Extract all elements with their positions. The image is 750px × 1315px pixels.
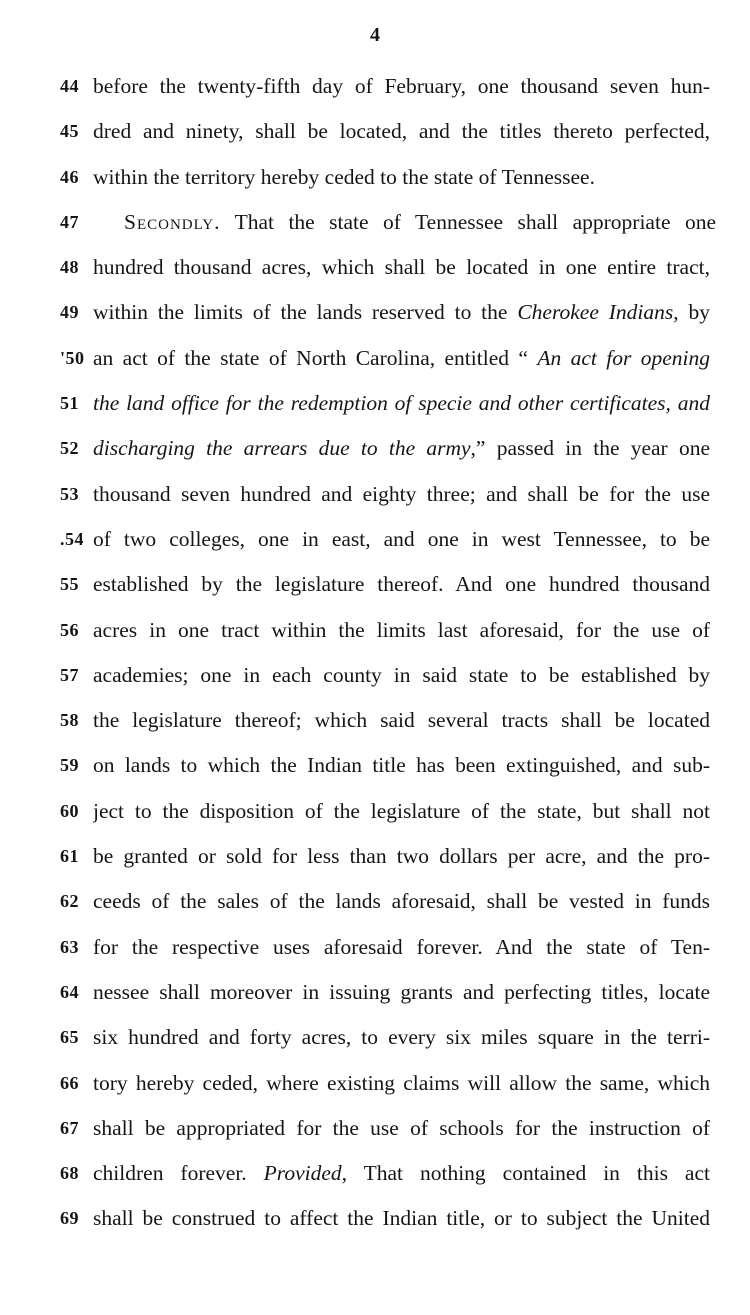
line-text — [93, 1151, 710, 1196]
line-text — [93, 743, 710, 788]
line-number: 56 — [60, 619, 79, 640]
italic-text: the land office for the redemption of specie and other certificates, and — [93, 391, 710, 416]
line-text — [93, 1196, 710, 1241]
text-segment: , That nothing contained in this act — [341, 1161, 710, 1186]
line-text — [93, 562, 710, 607]
line-number: 66 — [60, 1072, 79, 1093]
line-text — [93, 789, 710, 834]
line-number: 52 — [60, 438, 79, 459]
line-number: 45 — [60, 121, 79, 142]
text-line — [0, 789, 750, 834]
text-line — [0, 1015, 750, 1060]
text-line — [0, 743, 750, 788]
italic-text: discharging the arrears due to the army — [93, 436, 471, 461]
text-segment: six hundred and forty acres, to every six miles square in the terri- — [93, 1025, 710, 1050]
page-number: 4 — [370, 24, 380, 46]
line-number: 65 — [60, 1027, 79, 1048]
text-segment: ,” passed in the year one — [470, 436, 710, 461]
line-number: 68 — [60, 1163, 79, 1184]
text-line — [0, 336, 750, 381]
text-line — [0, 290, 750, 335]
text-segment: nessee shall moreover in issuing grants and perfecting titles, locate — [93, 979, 710, 1004]
text-line — [0, 64, 750, 109]
line-text — [93, 925, 710, 970]
text-segment: shall be construed to affect the Indian title, or to subject the United — [93, 1206, 710, 1231]
line-text — [93, 109, 710, 154]
line-text — [124, 200, 716, 245]
line-number: 57 — [60, 664, 79, 685]
line-number: 62 — [60, 891, 79, 912]
line-number: 63 — [60, 936, 79, 957]
text-segment: for the respective uses aforesaid forever. And the state of Ten- — [93, 934, 710, 959]
text-line — [0, 245, 750, 290]
line-number: 44 — [60, 76, 79, 96]
line-text — [93, 653, 710, 698]
line-number: '50 — [60, 347, 85, 368]
text-segment: children forever. — [93, 1161, 264, 1186]
text-line — [0, 109, 750, 154]
line-text — [93, 970, 710, 1015]
text-segment: within the territory hereby ceded to the state of Tennessee. — [93, 164, 595, 189]
text-segment: That the state of Tennessee shall appropriate one — [220, 209, 716, 234]
text-line — [0, 381, 750, 426]
small-caps-text: Secondly. — [124, 209, 221, 234]
text-segment: ject to the disposition of the legislature of the state, but shall not — [93, 798, 710, 823]
text-line — [0, 426, 750, 471]
text-segment: be granted or sold for less than two dollars per acre, and the pro- — [93, 844, 710, 869]
text-segment: academies; one in each county in said state to be established by — [93, 662, 710, 687]
line-text — [93, 290, 710, 335]
italic-text: Cherokee Indians — [517, 300, 674, 325]
text-body — [0, 64, 750, 1242]
text-line — [0, 925, 750, 970]
text-line — [0, 517, 750, 562]
line-text — [93, 879, 710, 924]
line-number: 46 — [60, 166, 79, 187]
line-number: 51 — [60, 393, 79, 414]
text-line — [0, 653, 750, 698]
line-number: 47 — [60, 211, 79, 232]
text-segment: on lands to which the Indian title has been extinguished, and sub- — [93, 753, 710, 778]
text-segment: dred and ninety, shall be located, and the titles thereto perfected, — [93, 119, 710, 144]
text-line — [0, 1061, 750, 1106]
text-line — [0, 200, 750, 245]
line-number: 53 — [60, 483, 79, 504]
text-segment: acres in one tract within the limits last aforesaid, for the use of — [93, 617, 710, 642]
text-line — [0, 1196, 750, 1241]
line-number: 60 — [60, 800, 79, 821]
line-number: 59 — [60, 755, 79, 776]
text-line — [0, 698, 750, 743]
text-line — [0, 472, 750, 517]
line-text — [93, 698, 710, 743]
line-text — [93, 426, 710, 471]
text-segment: ceeds of the sales of the lands aforesaid, shall be vested in funds — [93, 889, 710, 914]
line-text — [93, 608, 710, 653]
text-line — [0, 970, 750, 1015]
line-text — [93, 336, 710, 381]
line-text — [93, 834, 710, 879]
text-segment: shall be appropriated for the use of schools for the instruction of — [93, 1115, 710, 1140]
text-line — [0, 155, 750, 200]
text-line — [0, 834, 750, 879]
text-segment: within the limits of the lands reserved to the — [93, 300, 518, 325]
text-segment: hundred thousand acres, which shall be located in one entire tract, — [93, 255, 710, 280]
line-number: 64 — [60, 981, 79, 1002]
line-text — [93, 1015, 710, 1060]
text-line — [0, 1106, 750, 1151]
line-text — [93, 64, 710, 109]
text-segment: of two colleges, one in east, and one in west Tennessee, to be — [93, 526, 710, 551]
line-number: 48 — [60, 257, 79, 278]
text-line — [0, 1151, 750, 1196]
italic-text: An act for opening — [537, 345, 710, 370]
text-line — [0, 879, 750, 924]
text-line — [0, 608, 750, 653]
italic-text: Provided — [263, 1161, 342, 1186]
line-number: 67 — [60, 1117, 79, 1138]
line-text — [93, 1106, 710, 1151]
line-text — [93, 245, 710, 290]
line-text — [93, 1061, 710, 1106]
text-segment: an act of the state of North Carolina, entitled “ — [93, 345, 538, 370]
line-number: .54 — [60, 528, 84, 549]
text-segment: , by — [673, 300, 710, 325]
text-segment: thousand seven hundred and eighty three; and shall be for the use — [93, 481, 710, 506]
text-segment: tory hereby ceded, where existing claims will allow the same, which — [93, 1070, 710, 1095]
line-number: 58 — [60, 710, 79, 731]
text-segment: the legislature thereof; which said several tracts shall be located — [93, 708, 710, 733]
line-text — [93, 472, 710, 517]
text-segment: established by the legislature thereof. And one hundred thousand — [93, 572, 710, 597]
line-number: 69 — [60, 1208, 79, 1229]
text-segment: before the twenty-fifth day of February, one thousand seven hun- — [93, 74, 710, 98]
line-number: 49 — [60, 302, 79, 323]
line-text — [93, 381, 710, 426]
text-line — [0, 562, 750, 607]
line-number: 55 — [60, 574, 79, 595]
line-number: 61 — [60, 846, 79, 867]
line-text — [93, 517, 710, 562]
line-text — [93, 155, 710, 200]
